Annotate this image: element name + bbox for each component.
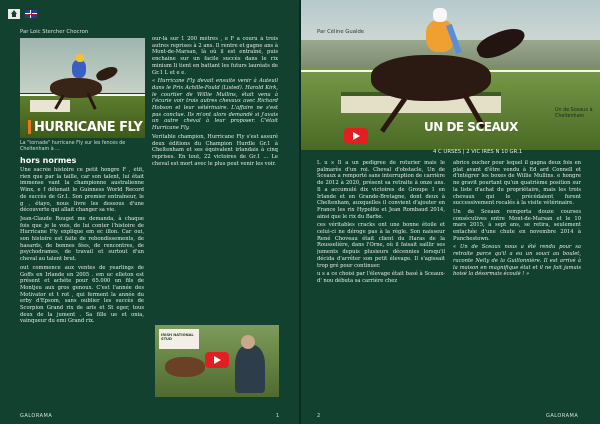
left-column-2 <box>152 36 278 322</box>
quote-paragraph: « Hurricane Fly devait ensuite venir à Auteuil dans le Prix Achille-Fould (Listed). Harold Kirk, le courtier de Willie Mullins, était venu à l'écurie voir trois autres chevaux avec Richard Hobson et leur vétérinaire. L'affaire ne s'est pas conclue. Ils m'ont alors demandé si j'avais un autre cheval à leur proposer. C'était Hurricane Fly. <box>152 78 278 132</box>
footer-brand: GALORAMA <box>20 413 53 419</box>
right-column-1 <box>317 160 445 404</box>
right-page <box>301 0 600 424</box>
paragraph: our-là sur 1 200 mètres , e F a couru à trois autres reprises à 2 ans. Il rentre et gagne ans à Mont-de-Marsan, là où il est entraîné, puis enchaine sur un facile succès dans le rix minium Ii tient en battant les futurs lauréats de Gr.1 L et e e. <box>152 36 278 76</box>
un-de-sceaux-photo <box>301 0 600 150</box>
paragraph: out commence aux ventes de yearlings de Goffs en Irlande en 2005 . em uc elleton est présent et achète pour 65.000 un fils de Montjeu aux gros genoux. C'est l'année des Motivator et t rot , qui ferment la année du erby d'Epsom, sans oublier les succès de Scorpion Grand rix de aris et St eger, tous deux de la jument . Sa fille ue et onia, vainqueur du emi Grand rix. <box>20 264 144 325</box>
photo-caption: Un de Sceaux à Cheltenham <box>555 108 593 119</box>
play-button-icon[interactable] <box>205 352 229 368</box>
paragraph: Veritable champion, Hurricane Fly s'est assuré deux éditions du Champion Hurdle Gr.1 à Cheltenham et ses équivalent irlandais à cinq reprises. En tout, 22 victoires de Gr.1 ... Le cheval est mort avec le plus peut venir les voir. <box>152 133 278 167</box>
page-number: 2 <box>317 413 321 419</box>
photo-caption: La "tornade" hurricane Fly sur les fences de Cheltenham à ... <box>20 141 126 152</box>
paragraph: abrice oucher pour lequel il gagna deux fois en plat avant d'être vendu à Ed ard Connell et d'intégrer les boxes de Willie Mullins. e hongre ne gravit pourtant qu'un quatrième position sur la liste d'achat du propriétaire, mais les trois chevaux qui le précédaient furent successivement recalés à la visite vétérinaire. <box>453 160 581 207</box>
page-number: 1 <box>276 413 280 419</box>
section-heading: hors normes <box>20 156 77 165</box>
left-page <box>0 0 299 424</box>
home-icon[interactable] <box>8 9 20 19</box>
paragraph: u s a ce choisi par l'élevage était basé à Sceaux-d' nou débuta sa carrière chez <box>317 271 445 284</box>
subheading: 4 C URSES | 2 VIC IRES N 10 GR.1 <box>433 149 523 155</box>
paragraph: ces véritables cracks ont une bonne étoile et celui-ci ne déroge pas à la règle. Son naisseur René Choveau était client du Haras de la Rousselière, dans l'Orne, où il faisait saillir ses juments depuis plusieurs décennies lorsqu'il décida d'arrêter son petit élevage. Il s'agissait trop gré pour continuer. <box>317 222 445 269</box>
play-button-icon[interactable] <box>344 128 368 144</box>
paragraph: Un de Sceaux remporta douze courses consécutives entre Mont-de-Marsan et le 10 mars 2015, à sept ans, se retira, seulement entachée d'une chute en novembre 2014 à Punchestown. <box>453 208 581 242</box>
hurricane-fly-photo <box>20 38 145 138</box>
paragraph: L u s Il a un pedigree de roturier mais le palmarès d'un roi. Cheval d'obstacle, Un de Sceaux a remporté sans interruption de carrière de 2012 à 2020, présent sa retraite à onze ans. Il a accumulé dix victoires de Groupe 1 en Irlande et en Grande-Bretagne, dont deux à Cheltenham, auxquelles il convient d'ajouter en France les rix Hypolite et Jean Rombaud 2014, ainsi que le rix du Barbe. <box>317 160 445 220</box>
paragraph: Une sacrée histoire ce petit hongre F , étit, rien que par la taille, car son talent, lui était immense vant la championne australienne Winx, e f détenait le Guinness World Record de succès de Gr.1. Son premier entraîneur, le g , étayo, nous livre les dessous d'une découverte qui allait changer sa vie. <box>20 167 144 214</box>
left-column-1 <box>20 167 144 407</box>
photo-title: UN DE SCEAUX <box>424 120 518 134</box>
english-flag-icon[interactable] <box>25 10 37 18</box>
byline: Par Céline Gualde <box>317 29 365 35</box>
right-column-2 <box>453 160 581 404</box>
byline: Par Loic Stercher Chocron <box>20 29 89 35</box>
video-thumbnail[interactable] <box>155 325 279 397</box>
paragraph: Jean-Claude Rouget me demanda, à chaque fois que je le vois, de lui conter l'histoire de Hurricane Fly explique em ec illon. Car oui, son histoire est faite de rebondissements, de hasards, de bonnes fées, de rencontres, de psychodrames, de travail et surtout d'un cheval au talent brut. <box>20 215 144 263</box>
photo-title: HURRICANE FLY <box>34 120 143 135</box>
video-label: IRISH NATIONAL STUD <box>161 333 194 341</box>
footer-brand: GALORAMA <box>546 413 579 419</box>
quote-paragraph: « Un de Sceaux nous a été rendu pour sa retraite parce qu'il a eu un souci au boulet, raconte Nelly de la Guillonnière. Il est arrivé à la maison en magnifique état et il ne fait jamais boisé la désormais écoulé ! » <box>453 244 581 278</box>
